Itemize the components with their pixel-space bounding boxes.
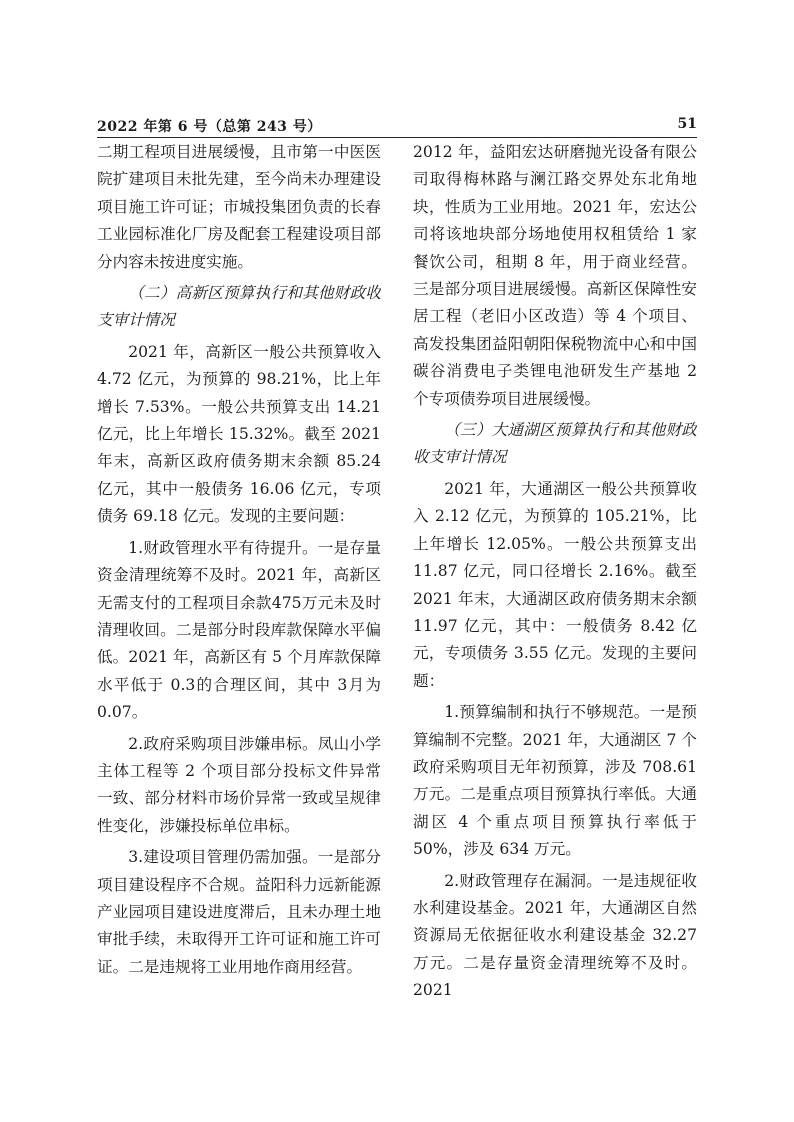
running-header xyxy=(97,116,697,136)
paragraph: 1.预算编制和执行不够规范。一是预算编制不完整。2021 年，大通湖区 7 个政府采购项目无年初预算，涉及 708.61 万元。二是重点项目预算执行率低。大通湖区 4 个重点项目预算执行率低于 50%，涉及 634 万元。 xyxy=(413,703,697,859)
paragraph: 2.财政管理存在漏洞。一是违规征收水利建设基金。2021 年，大通湖区自然资源局无依据征收水利建设基金 32.27 万元。二是存量资金清理统筹不及时。2021 xyxy=(413,871,697,1000)
left-column xyxy=(97,139,381,1089)
right-column xyxy=(413,139,697,1089)
header-rule xyxy=(97,137,697,138)
paragraph-continued: 二期工程项目进展缓慢，且市第一中医医院扩建项目未批先建，至今尚未办理建设项目施工许可证；市城投集团负责的长春工业园标准化厂房及配套工程建设项目部分内容未按进度实施。 xyxy=(97,143,381,271)
section-heading: （三）大通湖区预算执行和其他财政收支审计情况 xyxy=(413,421,697,467)
issue-label: 2022 年第 6 号（总第 243 号） xyxy=(97,119,322,135)
paragraph: 3.建设项目管理仍需加强。一是部分项目建设程序不合规。益阳科力远新能源产业园项目建设进度滞后，且未办理土地审批手续，未取得开工许可证和施工许可证。二是违规将工业用地作商用经营。 xyxy=(97,848,381,976)
paragraph: 2021 年，大通湖区一般公共预算收入 2.12 亿元，为预算的 105.21%，比上年增长 12.05%。一般公共预算支出 11.87 亿元，同口径增长 2.16%。截至 2021 年末，大通湖区政府债务期末余额 11.97 亿元，其中：一般债务 8.42 亿元，专项债务 3.55 亿元。发现的主要问题： xyxy=(413,479,697,690)
paragraph: 2021 年，高新区一般公共预算收入 4.72 亿元，为预算的 98.21%，比上年增长 7.53%。一般公共预算支出 14.21 亿元，比上年增长 15.32%。截至 2021 年末，高新区政府债务期末余额 85.24 亿元，其中一般债务 16.06 亿元，专项债务 69.18 亿元。发现的主要问题： xyxy=(97,342,381,526)
page-number: 51 xyxy=(677,116,697,132)
paragraph: 1.财政管理水平有待提升。一是存量资金清理统筹不及时。2021 年，高新区无需支付的工程项目余款475万元未及时清理收回。二是部分时段库款保障水平偏低。2021 年，高新区有 5 个月库款保障水平低于 0.3的合理区间，其中 3月为0.07。 xyxy=(97,538,381,722)
paragraph-continued: 2012 年，益阳宏达研磨抛光设备有限公司取得梅林路与澜江路交界处东北角地块，性质为工业用地。2021 年，宏达公司将该地块部分场地使用权租赁给 1 家餐饮公司，租期 8 年，用于商业经营。三是部分项目进展缓慢。高新区保障性安居工程（老旧小区改造）等 4 个项目、高发投集团益阳朝阳保税物流中心和中国碳谷消费电子类锂电池研发生产基地 2 个专项债券项目进展缓慢。 xyxy=(413,143,697,408)
section-heading: （二）高新区预算执行和其他财政收支审计情况 xyxy=(97,284,381,330)
paragraph: 2.政府采购项目涉嫌串标。凤山小学主体工程等 2 个项目部分投标文件异常一致、部分材料市场价异常一致或呈规律性变化，涉嫌投标单位串标。 xyxy=(97,734,381,835)
